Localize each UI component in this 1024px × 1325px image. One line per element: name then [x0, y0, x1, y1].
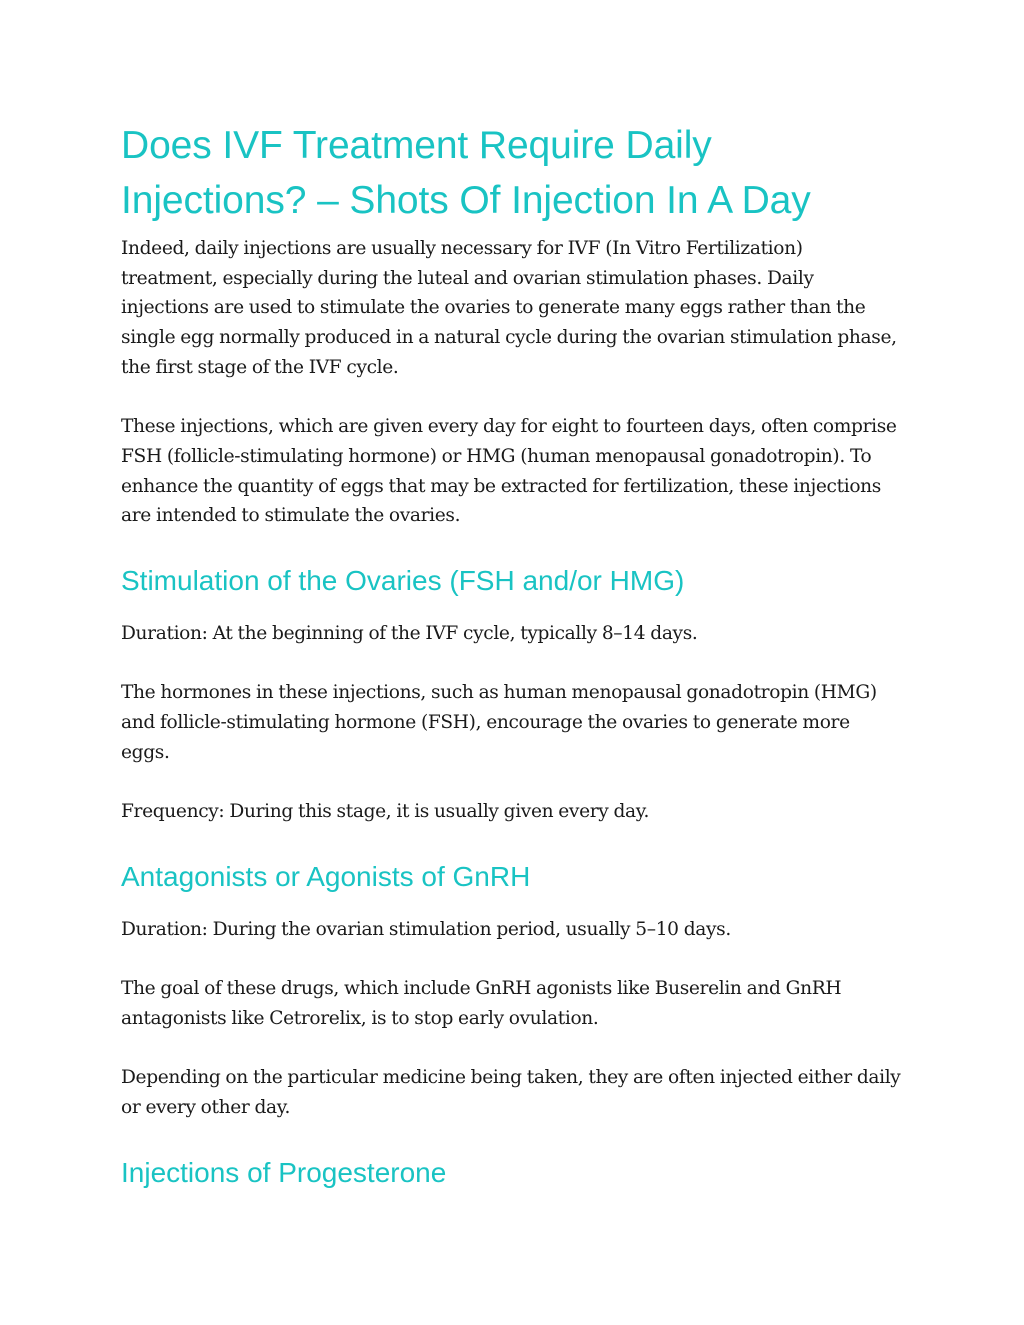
section-paragraph: The goal of these drugs, which include GnRH agonists like Buserelin and GnRH antagonists like Cetrorelix, is to stop early ovulation. [121, 978, 842, 1029]
document-page [121, 118, 901, 1211]
section-heading-stimulation: Stimulation of the Ovaries (FSH and/or HMG) [121, 565, 685, 597]
section-paragraph: Duration: At the beginning of the IVF cycle, typically 8–14 days. [121, 623, 698, 645]
intro-paragraph: Indeed, daily injections are usually necessary for IVF (In Vitro Fertilization) treatment, especially during the luteal and ovarian stimulation phases. Daily injections are used to stimulate the ovaries to generate many eggs rather than the single egg normally produced in a natural cycle during the ovarian stimulation phase, the first stage of the IVF cycle. [121, 238, 897, 378]
intro-paragraph: These injections, which are given every day for eight to fourteen days, often comprise FSH (follicle-stimulating hormone) or HMG (human menopausal gonadotropin). To enhance the quantity of eggs that may be extracted for fertilization, these injections are intended to stimulate the ovaries. [121, 416, 897, 527]
section-paragraph: Frequency: During this stage, it is usually given every day. [121, 801, 650, 823]
page-title: Does IVF Treatment Require Daily Injections? – Shots Of Injection In A Day [121, 124, 811, 222]
section-paragraph: Depending on the particular medicine being taken, they are often injected either daily or every other day. [121, 1067, 901, 1119]
section-paragraph: Duration: During the ovarian stimulation period, usually 5–10 days. [121, 918, 731, 940]
section-heading-gnrh: Antagonists or Agonists of GnRH [121, 860, 531, 892]
section-heading-progesterone: Injections of Progesterone [121, 1156, 447, 1188]
section-paragraph: The hormones in these injections, such as human menopausal gonadotropin (HMG) and follicle-stimulating hormone (FSH), encourage the ovaries to generate more eggs. [121, 682, 877, 763]
